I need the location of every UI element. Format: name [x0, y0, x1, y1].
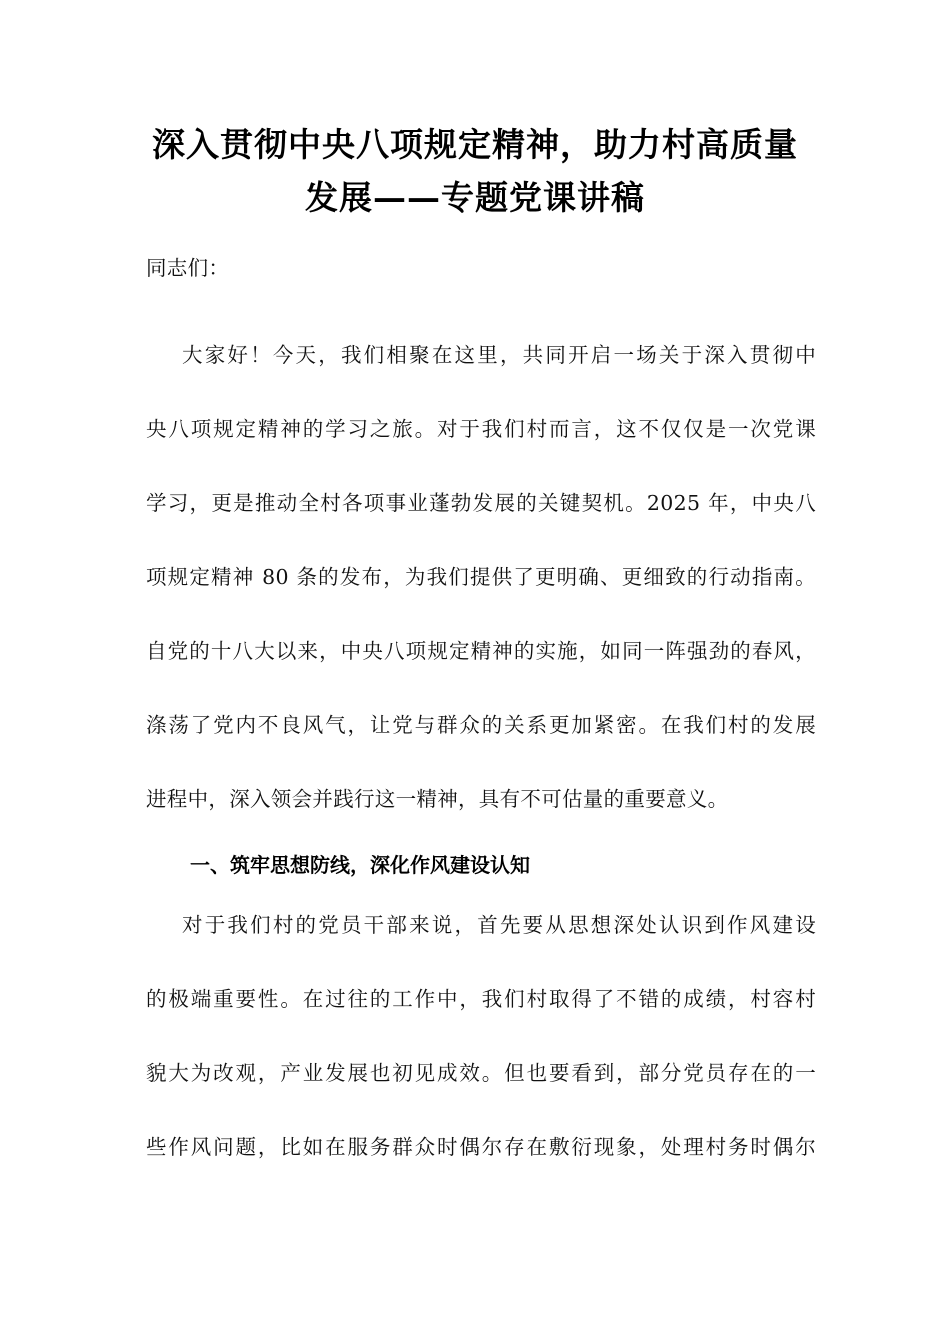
title-line-2: 发展——专题党课讲稿 [305, 178, 645, 217]
salutation: 同志们： [146, 256, 230, 280]
paragraph-2-line: 的极端重要性。在过往的工作中，我们村取得了不错的成绩，村容村 [146, 987, 816, 1011]
paragraph-1-line: 涤荡了党内不良风气，让党与群众的关系更加紧密。在我们村的发展 [146, 713, 816, 737]
paragraph-1-line: 大家好！今天，我们相聚在这里，共同开启一场关于深入贯彻中 [182, 343, 816, 367]
paragraph-2-line: 对于我们村的党员干部来说，首先要从思想深处认识到作风建设 [182, 913, 816, 937]
paragraph-1-line: 进程中，深入领会并践行这一精神，具有不可估量的重要意义。 [146, 787, 729, 811]
paragraph-2-line: 些作风问题，比如在服务群众时偶尔存在敷衍现象，处理村务时偶尔 [146, 1135, 816, 1159]
paragraph-2-line: 貌大为改观，产业发展也初见成效。但也要看到，部分党员存在的一 [146, 1061, 816, 1085]
document-title [100, 118, 850, 224]
title-line-1: 深入贯彻中央八项规定精神，助力村高质量 [152, 125, 798, 164]
paragraph-1-line: 自党的十八大以来，中央八项规定精神的实施，如同一阵强劲的春风， [146, 639, 816, 663]
paragraph-1-line: 学习，更是推动全村各项事业蓬勃发展的关键契机。2025 年，中央八 [146, 491, 816, 515]
paragraph-1-line: 央八项规定精神的学习之旅。对于我们村而言，这不仅仅是一次党课 [146, 417, 816, 441]
paragraph-1-line: 项规定精神 80 条的发布，为我们提供了更明确、更细致的行动指南。 [146, 565, 816, 589]
section-heading-1: 一、筑牢思想防线，深化作风建设认知 [190, 853, 530, 877]
